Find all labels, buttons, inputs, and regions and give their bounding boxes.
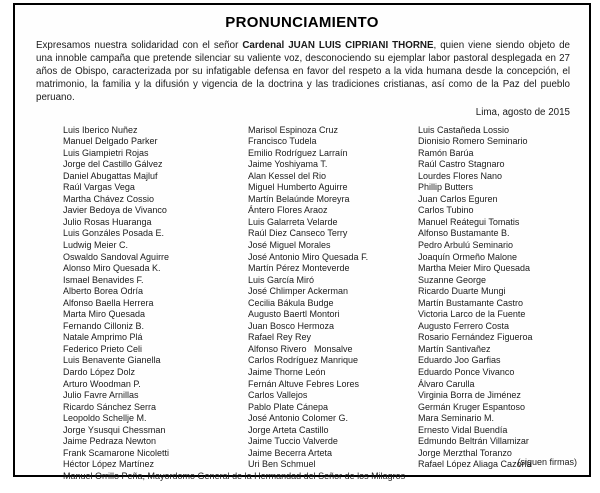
signatory-name: Julio Rosas Huaranga <box>63 216 152 227</box>
signatory-name: Martín Bustamante Castro <box>418 297 524 308</box>
signatory-name: Héctor López Martínez <box>63 459 155 470</box>
signatory-name: Suzanne George <box>418 274 487 285</box>
signatory-name: Germán Kruger Espantoso <box>418 401 526 412</box>
signatories-columns <box>63 125 589 471</box>
signatory-name: Jorge del Castillo Gálvez <box>63 159 163 170</box>
signatory-name: Cecilia Bákula Budge <box>248 297 334 308</box>
signatory-name: Ramón Barúa <box>418 147 474 158</box>
signatory-name: Frank Scamarone Nicoletti <box>63 447 170 458</box>
signatory-name: Raúl Diez Canseco Terry <box>248 228 348 239</box>
signatories-column-1 <box>63 125 248 471</box>
signatory-name: Edmundo Beltrán Villamizar <box>418 436 529 447</box>
signatory-name: Emilio Rodríguez Larraín <box>248 147 348 158</box>
signatory-name: Luis Galarreta Velarde <box>248 216 338 227</box>
signatory-name: Raúl Vargas Vega <box>63 182 135 193</box>
dateline: Lima, agosto de 2015 <box>475 106 570 118</box>
signatory-name: Fernando Cilloniz B. <box>63 320 145 331</box>
signatory-name: Ricardo Duarte Mungi <box>418 286 506 297</box>
signatory-name: José Antonio Miro Quesada F. <box>248 251 369 262</box>
signatory-name: Luis Benavente Gianella <box>63 355 161 366</box>
signatory-name: Carlos Tubino <box>418 205 474 216</box>
statement-sheet <box>13 3 591 481</box>
signatory-name: Luis Giampietri Rojas <box>63 147 149 158</box>
signatory-name: Francisco Tudela <box>248 136 317 147</box>
signatory-name: Alberto Borea Odría <box>63 286 144 297</box>
signatory-name: Álvaro Carulla <box>418 378 475 389</box>
signatory-name: Carlos Rodríguez Manrique <box>248 355 359 366</box>
signatory-name: Ántero Flores Araoz <box>248 205 328 216</box>
signatory-name: Jorge Merzthal Toranzo <box>418 447 512 458</box>
signatory-name: Arturo Woodman P. <box>63 378 141 389</box>
signatory-name: Eduardo Joo Garfias <box>418 355 501 366</box>
signatory-name: Jaime Pedraza Newton <box>63 436 157 447</box>
signatory-name: Miguel Humberto Aguirre <box>248 182 348 193</box>
signatory-name: Phillip Butters <box>418 182 474 193</box>
signatory-name: Manuel Delgado Parker <box>63 136 158 147</box>
signatory-name: Jaime Thorne León <box>248 367 326 378</box>
signatory-name: Martín Belaúnde Moreyra <box>248 193 350 204</box>
signatory-name: José Miguel Morales <box>248 240 331 250</box>
signatory-name: Pablo Plate Cánepa <box>248 401 329 412</box>
signatories-column-2 <box>248 125 418 471</box>
signatory-name: Martín Pérez Monteverde <box>248 263 350 274</box>
signatory-name: Augusto Baertl Montori <box>248 309 340 320</box>
signatory-name: Alonso Miro Quesada K. <box>63 263 161 274</box>
signatory-name: Martha Meier Miro Quesada <box>418 263 531 274</box>
signatory-name: Augusto Ferrero Costa <box>418 320 510 331</box>
signatory-name: Manuel Reátegui Tomatis <box>418 216 520 227</box>
signatory-name: Ricardo Sánchez Serra <box>63 401 157 412</box>
signatory-name: Ismael Benavides F. <box>63 274 144 285</box>
signatory-name: Ernesto Vidal Buendía <box>418 424 508 435</box>
signatory-name: Juan Carlos Eguren <box>418 193 498 204</box>
signatory-name: Carlos Vallejos <box>248 390 308 401</box>
signatory-name: Martín Santivañez <box>418 343 491 354</box>
signatory-name: Rafael Rey Rey <box>248 332 312 343</box>
signatory-name: Jaime Tuccio Valverde <box>248 436 338 447</box>
signatory-name: Mara Seminario M. <box>418 413 495 424</box>
signatory-name: José Chlimper Ackerman <box>248 286 349 297</box>
signatory-name: Luis Gonzáles Posada E. <box>63 228 165 239</box>
signatory-name: Victoria Larco de la Fuente <box>418 309 526 320</box>
signatory-name: Fernán Altuve Febres Lores <box>248 378 360 389</box>
page-title: PRONUNCIAMIENTO <box>225 14 379 31</box>
signatory-name: Alan Kessel del Rio <box>248 170 327 181</box>
signatory-name: Juan Bosco Hermoza <box>248 320 335 331</box>
signatory-name: Joaquín Ormeño Malone <box>418 251 518 262</box>
signatory-name: Martha Chávez Cossio <box>63 193 155 204</box>
signatory-name: Eduardo Ponce Vivanco <box>418 367 515 378</box>
signatory-name: Luis Iberico Nuñez <box>63 124 138 135</box>
signatory-name: Lourdes Flores Nano <box>418 170 503 181</box>
signatory-name: Jorge Ysusqui Chessman <box>63 424 166 435</box>
signatory-name: Leopoldo Schellje M. <box>63 413 147 424</box>
signatory-name: Javier Bedoya de Vivanco <box>63 205 167 216</box>
signatory-name: José Antonio Colomer G. <box>248 413 349 424</box>
paragraph-rest-text: , quien viene siendo objeto de una innoble campaña que pretende silenciar su valiente voz, desconociendo su ejemplar labor pastoral desplegada en 27 años de Obispo, caracterizada por su infatigable defensa en favor del respeto a la vida humana desde la concepción, el matrimonio, la familia y la difusión y vigencia de la doctrina y las tradiciones cristianas, así como de la Paz del pueblo peruano. <box>36 40 571 103</box>
signatory-name: Dardo López Dolz <box>63 367 136 378</box>
signatory-name: Uri Ben Schmuel <box>248 459 316 470</box>
signatory-name: Natale Amprimo Plá <box>63 332 143 343</box>
signatory-name: Alfonso Rivero Monsalve <box>248 343 353 354</box>
signatory-name: Alfonso Baella Herrera <box>63 297 154 308</box>
paragraph-lead-text: Expresamos nuestra solidaridad con el señor <box>36 40 243 51</box>
signatory-name: Jaime Becerra Arteta <box>248 447 333 458</box>
signatory-name: Alfonso Bustamante B. <box>418 228 510 239</box>
signatory-name: Marisol Espinoza Cruz <box>248 124 339 135</box>
statement-paragraph <box>36 40 570 105</box>
signatory-name: Oswaldo Sandoval Aguirre <box>63 251 170 262</box>
signatory-name: Raúl Castro Stagnaro <box>418 159 505 170</box>
signatory-name: Marta Miro Quesada <box>63 309 146 320</box>
mayordomo-signature-line: Manuel Orrillo Peña, Mayordomo General de la Hermandad del Señor de los Milagros <box>63 470 406 481</box>
signatory-name: Federico Prieto Celi <box>63 343 143 354</box>
signatory-name: Pedro Arbulú Seminario <box>418 240 514 250</box>
signatory-name: Jorge Arteta Castillo <box>248 424 329 435</box>
cardinal-name-bold: Cardenal JUAN LUIS CIPRIANI THORNE <box>242 40 434 51</box>
signatories-column-3 <box>418 125 589 471</box>
signatory-name: Dionisio Romero Seminario <box>418 136 528 147</box>
signatory-name: Rosario Fernández Figueroa <box>418 332 533 343</box>
closing-note: (siguen firmas) <box>517 457 577 467</box>
signatory-name: Virginia Borra de Jiménez <box>418 390 521 401</box>
signatory-name: Rafael López Aliaga Cazorla <box>418 459 532 470</box>
signatory-name: Julio Favre Arnillas <box>63 390 139 401</box>
signatory-name: Luis Castañeda Lossio <box>418 124 510 135</box>
signatory-name: Ludwig Meier C. <box>63 240 129 250</box>
signatory-name: Luis García Miró <box>248 274 315 285</box>
signatory-name: Jaime Yoshiyama T. <box>248 159 328 170</box>
signatory-name: Daniel Abugattas Majluf <box>63 170 158 181</box>
